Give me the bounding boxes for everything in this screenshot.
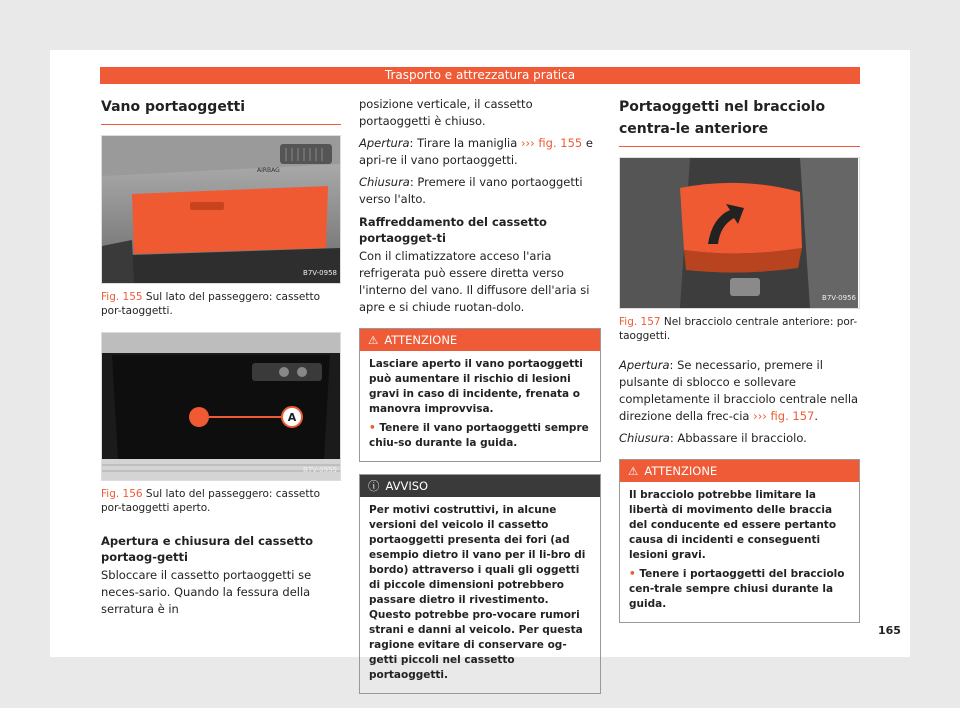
warning-header: [620, 460, 859, 482]
glovebox-handle: [190, 202, 224, 210]
section-heading: Portaoggetti nel bracciolo centra-le anteriore: [619, 99, 826, 137]
label-chiusura: Chiusura: [619, 431, 670, 445]
label-apertura: Apertura: [359, 136, 410, 150]
airbag-label: AIRBAG: [257, 167, 280, 174]
left-column: [101, 96, 341, 623]
text: .: [814, 409, 819, 423]
glovebox-closed-image: [102, 136, 340, 283]
figure-number: Fig. 157: [619, 316, 661, 328]
figure-155-caption: [101, 284, 341, 324]
right-column: [619, 96, 860, 623]
figure-code: B7V-0959: [303, 466, 337, 474]
label-chiusura: Chiusura: [359, 175, 410, 189]
paragraph-chiusura: [359, 174, 601, 208]
paragraph-apertura: [359, 135, 601, 169]
warning-box: [359, 328, 601, 462]
figure-number: Fig. 156: [101, 488, 143, 500]
note-body: [360, 497, 600, 693]
figure-code: B7V-0958: [303, 269, 337, 277]
text: e apri-re il vano portaoggetti.: [359, 136, 593, 167]
marker-a-label: A: [287, 411, 297, 424]
warning-triangle-icon: ⚠: [628, 464, 639, 478]
figure-link[interactable]: ››› fig. 157: [753, 409, 815, 423]
warning-bullet: [629, 567, 850, 612]
warning-title: ATTENZIONE: [384, 333, 458, 347]
figure-156: [101, 332, 341, 481]
paragraph-apertura: [619, 357, 860, 425]
heading-rule: [619, 146, 860, 147]
paragraph: posizione verticale, il cassetto portaoggetti è chiuso.: [359, 97, 533, 128]
figure-156-caption: [101, 481, 341, 521]
text: : Premere il vano portaoggetti verso l'alto.: [359, 175, 583, 206]
note-box: [359, 474, 601, 694]
figure-number: Fig. 155: [101, 291, 143, 303]
info-icon: ⓘ: [368, 479, 380, 493]
bullet-icon: •: [629, 568, 636, 580]
caption-text: Nel bracciolo centrale anteriore: por-taoggetti.: [619, 316, 858, 342]
warning-triangle-icon: ⚠: [368, 333, 379, 347]
bullet-text: Tenere i portaoggetti del bracciolo cen-trale sempre chiusi durante la guida.: [629, 568, 845, 610]
lock-knob: [189, 407, 209, 427]
middle-column: [359, 96, 601, 694]
figure-code: B7V-0956: [822, 294, 856, 302]
glovebox-open-image: [102, 333, 340, 480]
bullet-text: Tenere il vano portaoggetti sempre chiu-so durante la guida.: [369, 422, 589, 449]
warning-body: [620, 482, 859, 622]
paragraph-chiusura: [619, 430, 860, 447]
paragraph: Con il climatizzatore acceso l'aria refrigerata può essere diretta verso l'interno del vano. Il diffusore dell'aria si apre e si chiude ruotan-dolo.: [359, 249, 590, 314]
warning-title: ATTENZIONE: [644, 464, 718, 478]
page-number: 165: [878, 624, 901, 637]
chapter-header: Trasporto e attrezzatura pratica: [100, 67, 860, 84]
text: : Abbassare il bracciolo.: [669, 431, 807, 445]
warning-box: [619, 459, 860, 623]
bullet-icon: •: [369, 422, 376, 434]
figure-157: [619, 157, 860, 309]
section-heading: Vano portaoggetti: [101, 99, 245, 115]
text: : Se necessario, premere il pulsante di sblocco e sollevare completamente il bracciolo centrale nella direzione della frec-cia: [619, 358, 859, 423]
text: : Tirare la maniglia: [409, 136, 518, 150]
figure-link[interactable]: ››› fig. 155: [520, 136, 583, 150]
note-title: AVVISO: [385, 479, 429, 493]
label-apertura: Apertura: [619, 358, 670, 372]
warning-bullet: [369, 421, 591, 451]
warning-text: Il bracciolo potrebbe limitare la libertà di movimento delle braccia del conducente ed essere pertanto causa di incidenti e conseguenti lesioni gravi.: [629, 489, 837, 561]
warning-text: Lasciare aperto il vano portaoggetti può aumentare il rischio di lesioni gravi in caso di incidente, frenata o manovra improvvisa.: [369, 358, 583, 415]
warning-header: [360, 329, 600, 351]
caption-text: Sul lato del passeggero: cassetto por-taoggetti.: [101, 291, 321, 317]
figure-155: [101, 135, 341, 284]
heading-rule: [101, 124, 341, 125]
warning-body: [360, 351, 600, 461]
subheading-raffreddamento: Raffreddamento del cassetto portaogget-ti: [359, 215, 547, 245]
armrest-image: [620, 158, 858, 308]
paragraph: Sbloccare il cassetto portaoggetti se neces-sario. Quando la fessura della serratura è in: [101, 568, 312, 616]
note-header: [360, 475, 600, 497]
note-text: Per motivi costruttivi, in alcune versioni del veicolo il cassetto portaoggetti presenta dei fori (ad esempio dietro il vano per il li-bro di bordo) attraverso i quali gli oggetti di piccole dimensioni potrebbero passare dietro il rivestimento. Questo potrebbe pro-vocare rumori strani e danni al veicolo. Per questa ragione evitare di conservare og-getti piccoli nel cassetto portaoggetti.: [369, 504, 586, 681]
subheading-apertura: Apertura e chiusura del cassetto portaog-getti: [101, 534, 314, 564]
caption-text: Sul lato del passeggero: cassetto por-taoggetti aperto.: [101, 488, 321, 514]
figure-157-caption: [619, 309, 860, 349]
